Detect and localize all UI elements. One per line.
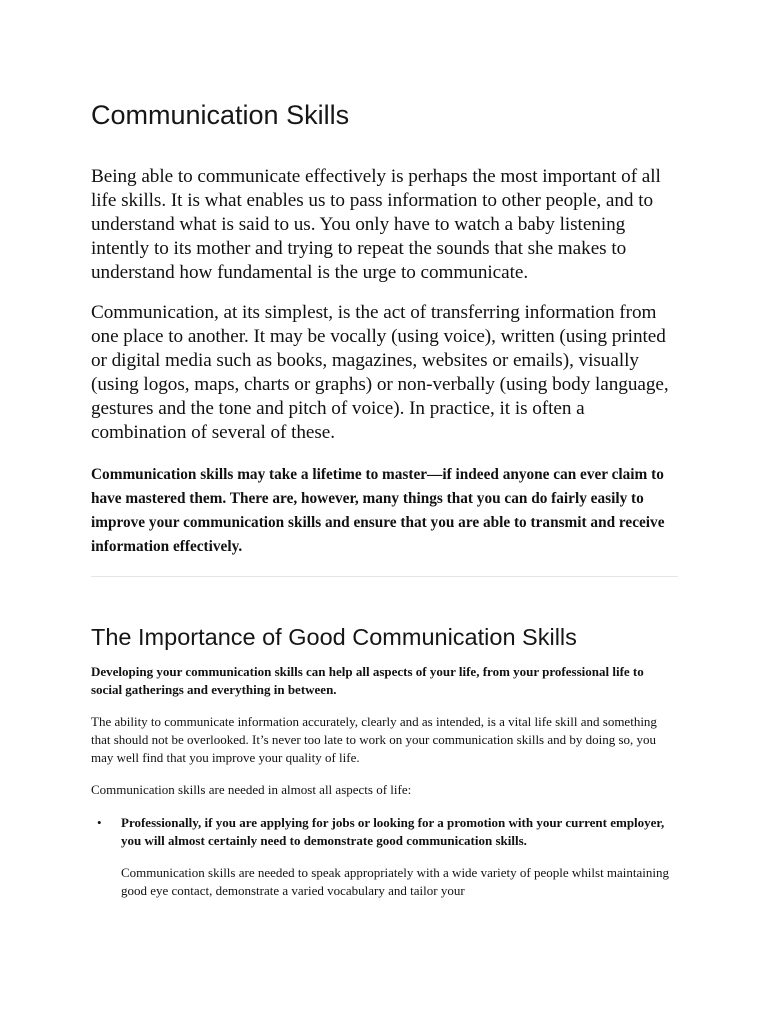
section-body-paragraph: The ability to communicate information accurately, clearly and as intended, is a vital life skill and something that should not be overlooked. It’s never too late to work on your communication skills and by doing so, you may well find that you improve your quality of life. [91, 714, 657, 765]
list-item-heading: Professionally, if you are applying for jobs or looking for a promotion with your current employer, you will almost certainly need to demonstrate good communication skills. [121, 815, 665, 848]
section-body-paragraph: Communication skills are needed in almost all aspects of life: [91, 782, 412, 797]
intro-paragraph: Being able to communicate effectively is perhaps the most important of all life skills. It is what enables us to pass information to other people, and to understand what is said to us. You only have to watch a baby listening intently to its mother and trying to repeat the sounds that she makes to understand how fundamental is the urge to communicate. [91, 166, 661, 283]
section-intro: Developing your communication skills can help all aspects of your life, from your professional life to social gatherings and everything in between. [91, 664, 644, 697]
bullet-icon: • [97, 815, 102, 830]
list-item-text: Communication skills are needed to speak appropriately with a wide variety of people whilst maintaining good eye contact, demonstrate a varied vocabulary and tailor your [121, 865, 670, 898]
section-divider [91, 576, 678, 577]
list-item [91, 814, 678, 900]
aspects-list [91, 814, 678, 900]
definition-paragraph: Communication, at its simplest, is the act of transferring information from one place to another. It may be vocally (using voice), written (using printed or digital media such as books, magazines, websites or emails), visually (using logos, maps, charts or graphs) or non-verbally (using body language, gestures and the tone and pitch of voice). In practice, it is often a combination of several of these. [91, 302, 669, 443]
mastery-paragraph: Communication skills may take a lifetime to master—if indeed anyone can ever claim to have mastered them. There are, however, many things that you can do fairly easily to improve your communication skills and ensure that you are able to transmit and receive information effectively. [91, 466, 665, 555]
section-heading: The Importance of Good Communication Skills [91, 624, 577, 650]
page-title: Communication Skills [91, 100, 350, 130]
